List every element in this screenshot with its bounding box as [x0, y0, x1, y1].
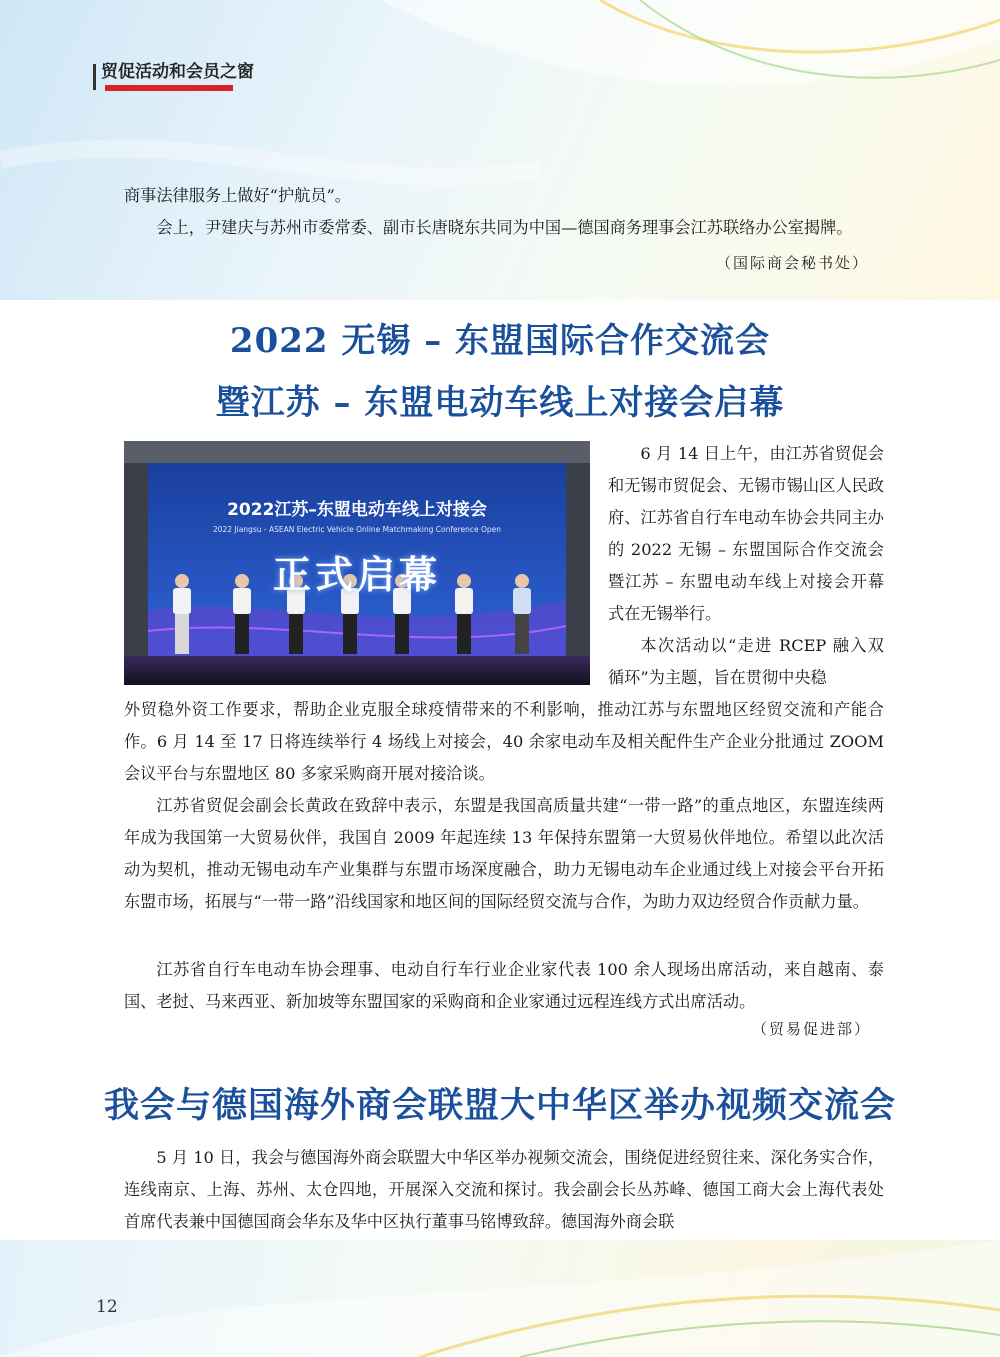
article1-source: （国际商会秘书处）	[716, 254, 870, 272]
banner-subtitle: 2022 Jiangsu - ASEAN Electric Vehicle Online Matchmaking Conference Open	[212, 525, 502, 534]
article2-title-line2: 暨江苏 – 东盟电动车线上对接会启幕	[215, 383, 785, 423]
article1-line1: 商事法律服务上做好“护航员”。	[124, 186, 351, 205]
article1-paragraph: 会上，尹建庆与苏州市委常委、副市长唐晓东共同为中国—德国商务理事会江苏联络办公室揭牌。	[156, 218, 853, 237]
article2-paragraph2-lead: 本次活动以“走进 RCEP 融入双循环”为主题，旨在贯彻中央稳	[608, 636, 884, 687]
section-title: 贸促活动和会员之窗	[101, 62, 254, 82]
article2-source: （贸易促进部）	[752, 1020, 872, 1038]
article3-title: 我会与德国海外商会联盟大中华区举办视频交流会	[103, 1085, 896, 1126]
article2-paragraph4: 江苏省自行车电动车协会理事、电动自行车行业企业家代表 100 余人现场出席活动，来自越南、泰国、老挝、马来西亚、新加坡等东盟国家的采购商和企业家通过远程连线方式出席活动。	[124, 960, 884, 1011]
page-number: 12	[96, 1297, 118, 1317]
section-underline	[105, 85, 233, 91]
article2-paragraph1: 6 月 14 日上午，由江苏省贸促会和无锡市贸促会、无锡市锡山区人民政府、江苏省自行车电动车协会共同主办的 2022 无锡 – 东盟国际合作交流会暨江苏 – 东盟电动车线上对接会开幕式在无锡举行。	[608, 444, 884, 623]
article3-paragraph1: 5 月 10 日，我会与德国海外商会联盟大中华区举办视频交流会，围绕促进经贸往来、深化务实合作，连线南京、上海、苏州、太仓四地，开展深入交流和探讨。我会副会长丛苏峰、德国工商大会上海代表处首席代表兼中国德国商会华东及华中区执行董事马铭博致辞。德国海外商会联	[124, 1148, 884, 1231]
event-photo	[124, 441, 590, 685]
banner-title: 2022江苏–东盟电动车线上对接会	[227, 500, 487, 520]
section-marker	[93, 64, 96, 90]
article2-paragraph3: 江苏省贸促会副会长黄政在致辞中表示，东盟是我国高质量共建“一带一路”的重点地区，东盟连续两年成为我国第一大贸易伙伴，我国自 2009 年起连续 13 年保持东盟第一大贸易伙伴地位。希望以此次活动为契机，推动无锡电动车产业集群与东盟市场深度融合，助力无锡电动车企业通过线上对接会平台开拓东盟市场，拓展与“一带一路”沿线国家和地区间的国际经贸交流与合作，为助力双边经贸合作贡献力量。	[124, 796, 884, 911]
article2-paragraph2-rest: 外贸稳外资工作要求，帮助企业克服全球疫情带来的不利影响，推动江苏与东盟地区经贸交流和产能合作。6 月 14 至 17 日将连续举行 4 场线上对接会，40 余家电动车及相关配件生产企业分批通过 ZOOM 会议平台与东盟地区 80 多家采购商开展对接洽谈。	[124, 700, 884, 783]
article2-title-line1: 2022 无锡 – 东盟国际合作交流会	[229, 321, 771, 361]
banner-big-text: 正式启幕	[272, 553, 441, 597]
